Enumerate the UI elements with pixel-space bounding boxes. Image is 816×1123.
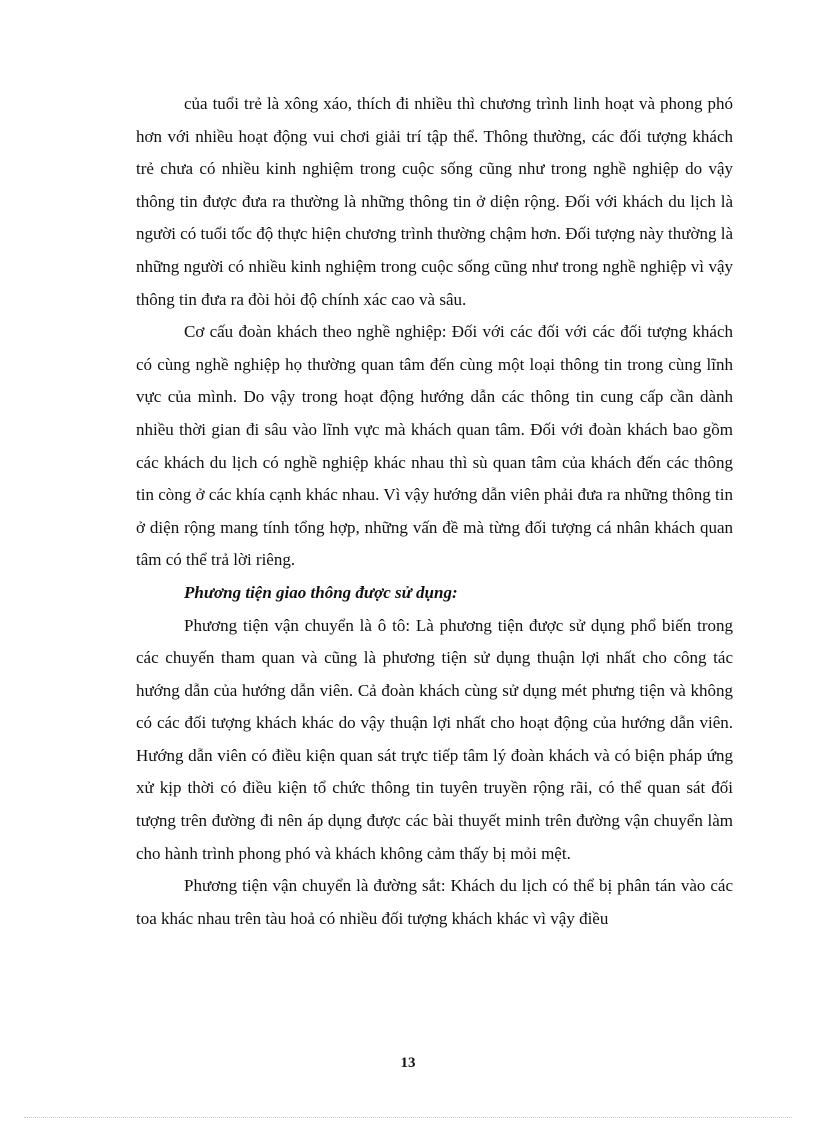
paragraph-age-group: của tuổi trẻ là xông xáo, thích đi nhiều thì chương trình linh hoạt và phong phó hơn với nhiều hoạt động vui chơi giải trí tập thể. Thông thường, các đối tượng khách trẻ chưa có nhiều kinh nghiệm trong cuộc sống cũng như trong nghề nghiệp do vậy thông tin được đưa ra thường là những thông tin ở diện rộng. Đối với khách du lịch là người có tuổi tốc độ thực hiện chương trình thường chậm hơn. Đối tượng này thường là những người có nhiều kinh nghiệm trong cuộc sống cũng như trong nghề nghiệp vì vậy thông tin đưa ra đòi hỏi độ chính xác cao và sâu. — [136, 94, 733, 309]
footer-divider — [24, 1117, 792, 1118]
document-body — [136, 88, 733, 935]
paragraph-transport-rail: Phương tiện vận chuyển là đường sắt: Khách du lịch có thể bị phân tán vào các toa khác nhau trên tàu hoả có nhiều đối tượng khách khác vì vậy điều — [136, 876, 733, 928]
section-heading-transport: Phương tiện giao thông được sử dụng: — [184, 582, 458, 602]
paragraph-transport-car: Phương tiện vận chuyển là ô tô: Là phương tiện được sử dụng phổ biến trong các chuyến tham quan và cũng là phương tiện sử dụng thuận lợi nhất cho công tác hướng dẫn của hướng dẫn viên. Cả đoàn khách cùng sử dụng mét phưng tiện và không có các đối tượng khách khác do vậy thuận lợi nhất cho hoạt động của hướng dẫn viên. Hướng dẫn viên có điều kiện quan sát trực tiếp tâm lý đoàn khách và có biện pháp ứng xử kịp thời có điều kiện tổ chức thông tin tuyên truyền rộng rãi, có thể quan sát đối tượng trên đường đi nên áp dụng được các bài thuyết minh trên đường vận chuyển làm cho hành trình phong phó và khách không cảm thấy bị mỏi mệt. — [136, 615, 733, 863]
paragraph-occupation-group: Cơ cấu đoàn khách theo nghề nghiệp: Đối với các đối với các đối tượng khách có cùng nghề nghiệp họ thường quan tâm đến cùng một loại thông tin trong cùng lĩnh vực của mình. Do vậy trong hoạt động hướng dẫn các thông tin cung cấp cần dành nhiều thời gian đi sâu vào lĩnh vực mà khách quan tâm. Đối với đoàn khách bao gồm các khách du lịch có nghề nghiệp khác nhau thì sù quan tâm của khách đến các thông tin còng ở các khía cạnh khác nhau. Vì vậy hướng dẫn viên phải đưa ra những thông tin ở diện rộng mang tính tổng hợp, những vấn đề mà từng đối tượng cá nhân khách quan tâm có thể trả lời riêng. — [136, 322, 733, 570]
page-number: 13 — [400, 1055, 416, 1071]
